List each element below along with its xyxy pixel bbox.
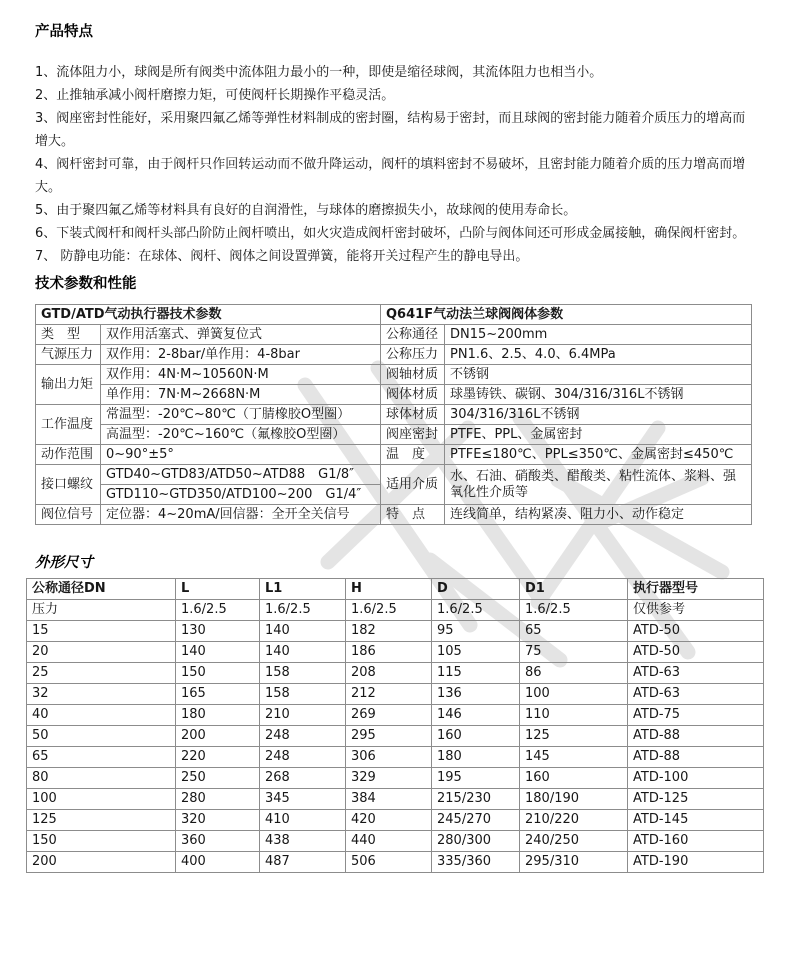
feature-item: 1、流体阻力小，球阀是所有阀类中流体阻力最小的一种，即使是缩径球阀，其流体阻力也相当小。 <box>35 65 603 80</box>
feature-item: 4、阀杆密封可靠，由于阀杆只作回转运动而不做升降运动，阀杆的填料密封不易破坏，且密封能力随着介质的压力增高而增大。 <box>35 157 746 195</box>
table-row <box>27 726 764 747</box>
table-cell: 438 <box>260 831 346 852</box>
table-row <box>27 684 764 705</box>
table-row <box>36 305 752 325</box>
table-cell: 210/220 <box>520 810 628 831</box>
table-cell: 487 <box>260 852 346 873</box>
row-value: 定位器：4~20mA/回信器：全开全关信号 <box>101 505 381 525</box>
table-cell: 220 <box>176 747 260 768</box>
row-value: 单作用：7N·M~2668N·M <box>101 385 381 405</box>
table-cell: 86 <box>520 663 628 684</box>
table-row <box>36 365 752 385</box>
row-value: 304/316/316L不锈钢 <box>445 405 752 425</box>
table-cell: 165 <box>176 684 260 705</box>
column-header: 公称通径DN <box>27 579 176 600</box>
row-value: GTD110~GTD350/ATD100~200 G1/4″ <box>101 485 381 505</box>
table-cell: 65 <box>27 747 176 768</box>
table-cell: 15 <box>27 621 176 642</box>
table-row <box>27 747 764 768</box>
table-cell: 268 <box>260 768 346 789</box>
row-value: DN15~200mm <box>445 325 752 345</box>
table-row <box>27 642 764 663</box>
table-cell: 280 <box>176 789 260 810</box>
table-cell: ATD-145 <box>628 810 764 831</box>
table-cell: ATD-88 <box>628 726 764 747</box>
table-cell: 180 <box>432 747 520 768</box>
table-cell: 180/190 <box>520 789 628 810</box>
features-title: 产品特点 <box>35 24 93 40</box>
table-cell: 75 <box>520 642 628 663</box>
table-header-row <box>27 579 764 600</box>
row-label: 公称通径 <box>381 325 445 345</box>
table-cell: 345 <box>260 789 346 810</box>
table-cell: 210 <box>260 705 346 726</box>
column-header: H <box>346 579 432 600</box>
table-row <box>27 663 764 684</box>
tech-header-right: Q641F气动法兰球阀阀体参数 <box>381 305 752 325</box>
table-cell: 295 <box>346 726 432 747</box>
table-cell: 295/310 <box>520 852 628 873</box>
row-label: 适用介质 <box>381 465 445 505</box>
feature-item: 7、 防静电功能：在球体、阀杆、阀体之间设置弹簧，能将开关过程产生的静电导出。 <box>35 249 529 264</box>
table-cell: ATD-50 <box>628 642 764 663</box>
table-cell: 32 <box>27 684 176 705</box>
row-label: 类 型 <box>36 325 101 345</box>
row-label: 公称压力 <box>381 345 445 365</box>
table-cell: 130 <box>176 621 260 642</box>
row-label: 阀轴材质 <box>381 365 445 385</box>
table-cell: 1.6/2.5 <box>520 600 628 621</box>
table-row <box>36 465 752 485</box>
column-header: D1 <box>520 579 628 600</box>
table-cell: ATD-100 <box>628 768 764 789</box>
table-cell: 248 <box>260 747 346 768</box>
table-row <box>36 445 752 465</box>
table-cell: 150 <box>176 663 260 684</box>
table-cell: 105 <box>432 642 520 663</box>
table-cell: 140 <box>260 621 346 642</box>
table-cell: 158 <box>260 663 346 684</box>
table-cell: 248 <box>260 726 346 747</box>
tech-params-title: 技术参数和性能 <box>35 276 137 292</box>
column-header: D <box>432 579 520 600</box>
table-row <box>27 705 764 726</box>
row-value: 双作用：2-8bar/单作用：4-8bar <box>101 345 381 365</box>
row-value: PN1.6、2.5、4.0、6.4MPa <box>445 345 752 365</box>
table-cell: 195 <box>432 768 520 789</box>
row-value: 双作用：4N·M~10560N·M <box>101 365 381 385</box>
table-row <box>36 325 752 345</box>
table-cell: 25 <box>27 663 176 684</box>
table-row <box>36 505 752 525</box>
table-row <box>27 789 764 810</box>
feature-item: 3、阀座密封性能好，采用聚四氟乙烯等弹性材料制成的密封圈，结构易于密封，而且球阀的密封能力随着介质压力的增高而增大。 <box>35 111 746 149</box>
dimensions-table <box>26 578 764 873</box>
table-cell: 420 <box>346 810 432 831</box>
row-value: PTFE≤180℃、PPL≤350℃、金属密封≤450℃ <box>445 445 752 465</box>
table-row <box>36 345 752 365</box>
table-cell: 65 <box>520 621 628 642</box>
table-cell: ATD-63 <box>628 663 764 684</box>
table-cell: 145 <box>520 747 628 768</box>
row-label: 输出力矩 <box>36 365 101 405</box>
table-cell: ATD-75 <box>628 705 764 726</box>
table-cell: ATD-88 <box>628 747 764 768</box>
table-cell: 360 <box>176 831 260 852</box>
table-cell: 200 <box>27 852 176 873</box>
table-cell: 208 <box>346 663 432 684</box>
table-cell: 1.6/2.5 <box>260 600 346 621</box>
table-cell: 50 <box>27 726 176 747</box>
dimensions-title: 外形尺寸 <box>35 555 93 571</box>
table-row <box>27 831 764 852</box>
row-value: 0~90°±5° <box>101 445 381 465</box>
table-cell: 1.6/2.5 <box>176 600 260 621</box>
row-value: 球墨铸铁、碳钢、304/316/316L不锈钢 <box>445 385 752 405</box>
table-cell: ATD-63 <box>628 684 764 705</box>
row-value: 不锈钢 <box>445 365 752 385</box>
table-cell: 150 <box>27 831 176 852</box>
table-cell: 140 <box>260 642 346 663</box>
table-cell: 329 <box>346 768 432 789</box>
table-row <box>36 385 752 405</box>
table-cell: ATD-190 <box>628 852 764 873</box>
row-value: PTFE、PPL、金属密封 <box>445 425 752 445</box>
table-cell: 410 <box>260 810 346 831</box>
row-label: 接口螺纹 <box>36 465 101 505</box>
row-label: 特 点 <box>381 505 445 525</box>
row-value: 高温型：-20℃~160℃（氟橡胶O型圈） <box>101 425 381 445</box>
table-cell: 320 <box>176 810 260 831</box>
table-row <box>36 425 752 445</box>
row-label: 温 度 <box>381 445 445 465</box>
table-row <box>36 405 752 425</box>
table-cell: 40 <box>27 705 176 726</box>
row-label: 阀体材质 <box>381 385 445 405</box>
table-cell: 125 <box>27 810 176 831</box>
tech-header-left: GTD/ATD气动执行器技术参数 <box>36 305 381 325</box>
table-cell: 180 <box>176 705 260 726</box>
row-label: 阀位信号 <box>36 505 101 525</box>
table-cell: 115 <box>432 663 520 684</box>
table-cell: 20 <box>27 642 176 663</box>
table-cell: 215/230 <box>432 789 520 810</box>
row-label: 球体材质 <box>381 405 445 425</box>
table-cell: 269 <box>346 705 432 726</box>
table-cell: 384 <box>346 789 432 810</box>
table-cell: 压力 <box>27 600 176 621</box>
table-cell: 250 <box>176 768 260 789</box>
table-cell: 160 <box>520 768 628 789</box>
row-label: 工作温度 <box>36 405 101 445</box>
table-cell: 160 <box>432 726 520 747</box>
column-header: 执行器型号 <box>628 579 764 600</box>
table-cell: 1.6/2.5 <box>432 600 520 621</box>
table-cell: 182 <box>346 621 432 642</box>
table-cell: ATD-160 <box>628 831 764 852</box>
tech-params-table <box>35 304 752 525</box>
table-cell: 212 <box>346 684 432 705</box>
table-cell: ATD-50 <box>628 621 764 642</box>
table-cell: 306 <box>346 747 432 768</box>
table-cell: 400 <box>176 852 260 873</box>
table-cell: 200 <box>176 726 260 747</box>
table-cell: ATD-125 <box>628 789 764 810</box>
table-cell: 1.6/2.5 <box>346 600 432 621</box>
table-row <box>27 621 764 642</box>
table-cell: 245/270 <box>432 810 520 831</box>
table-cell: 95 <box>432 621 520 642</box>
table-row <box>27 768 764 789</box>
pressure-row <box>27 600 764 621</box>
features-list <box>35 61 749 268</box>
row-label: 动作范围 <box>36 445 101 465</box>
feature-item: 2、止推轴承减小阀杆磨擦力矩，可使阀杆长期操作平稳灵活。 <box>35 88 395 103</box>
row-value: 水、石油、硝酸类、醋酸类、粘性流体、浆料、强氧化性介质等 <box>445 465 752 505</box>
table-cell: 125 <box>520 726 628 747</box>
table-cell: 100 <box>27 789 176 810</box>
table-cell: 186 <box>346 642 432 663</box>
row-value: 连线简单，结构紧凑、阻力小、动作稳定 <box>445 505 752 525</box>
table-cell: 240/250 <box>520 831 628 852</box>
table-cell: 440 <box>346 831 432 852</box>
column-header: L1 <box>260 579 346 600</box>
table-cell: 80 <box>27 768 176 789</box>
table-cell: 506 <box>346 852 432 873</box>
table-cell: 158 <box>260 684 346 705</box>
table-cell: 140 <box>176 642 260 663</box>
table-cell: 100 <box>520 684 628 705</box>
table-row <box>27 852 764 873</box>
row-label: 阀座密封 <box>381 425 445 445</box>
table-cell: 仅供参考 <box>628 600 764 621</box>
table-cell: 146 <box>432 705 520 726</box>
table-cell: 136 <box>432 684 520 705</box>
table-cell: 110 <box>520 705 628 726</box>
column-header: L <box>176 579 260 600</box>
table-cell: 335/360 <box>432 852 520 873</box>
row-label: 气源压力 <box>36 345 101 365</box>
table-cell: 280/300 <box>432 831 520 852</box>
row-value: GTD40~GTD83/ATD50~ATD88 G1/8″ <box>101 465 381 485</box>
feature-item: 5、由于聚四氟乙烯等材料具有良好的自润滑性，与球体的磨擦损失小，故球阀的使用寿命长。 <box>35 203 577 218</box>
feature-item: 6、下装式阀杆和阀杆头部凸阶防止阀杆喷出，如火灾造成阀杆密封破坏，凸阶与阀体间还可形成金属接触，确保阀杆密封。 <box>35 226 746 241</box>
row-value: 双作用活塞式、弹簧复位式 <box>101 325 381 345</box>
dims-table-body <box>27 600 764 873</box>
table-row <box>27 810 764 831</box>
row-value: 常温型：-20℃~80℃（丁腈橡胶O型圈） <box>101 405 381 425</box>
